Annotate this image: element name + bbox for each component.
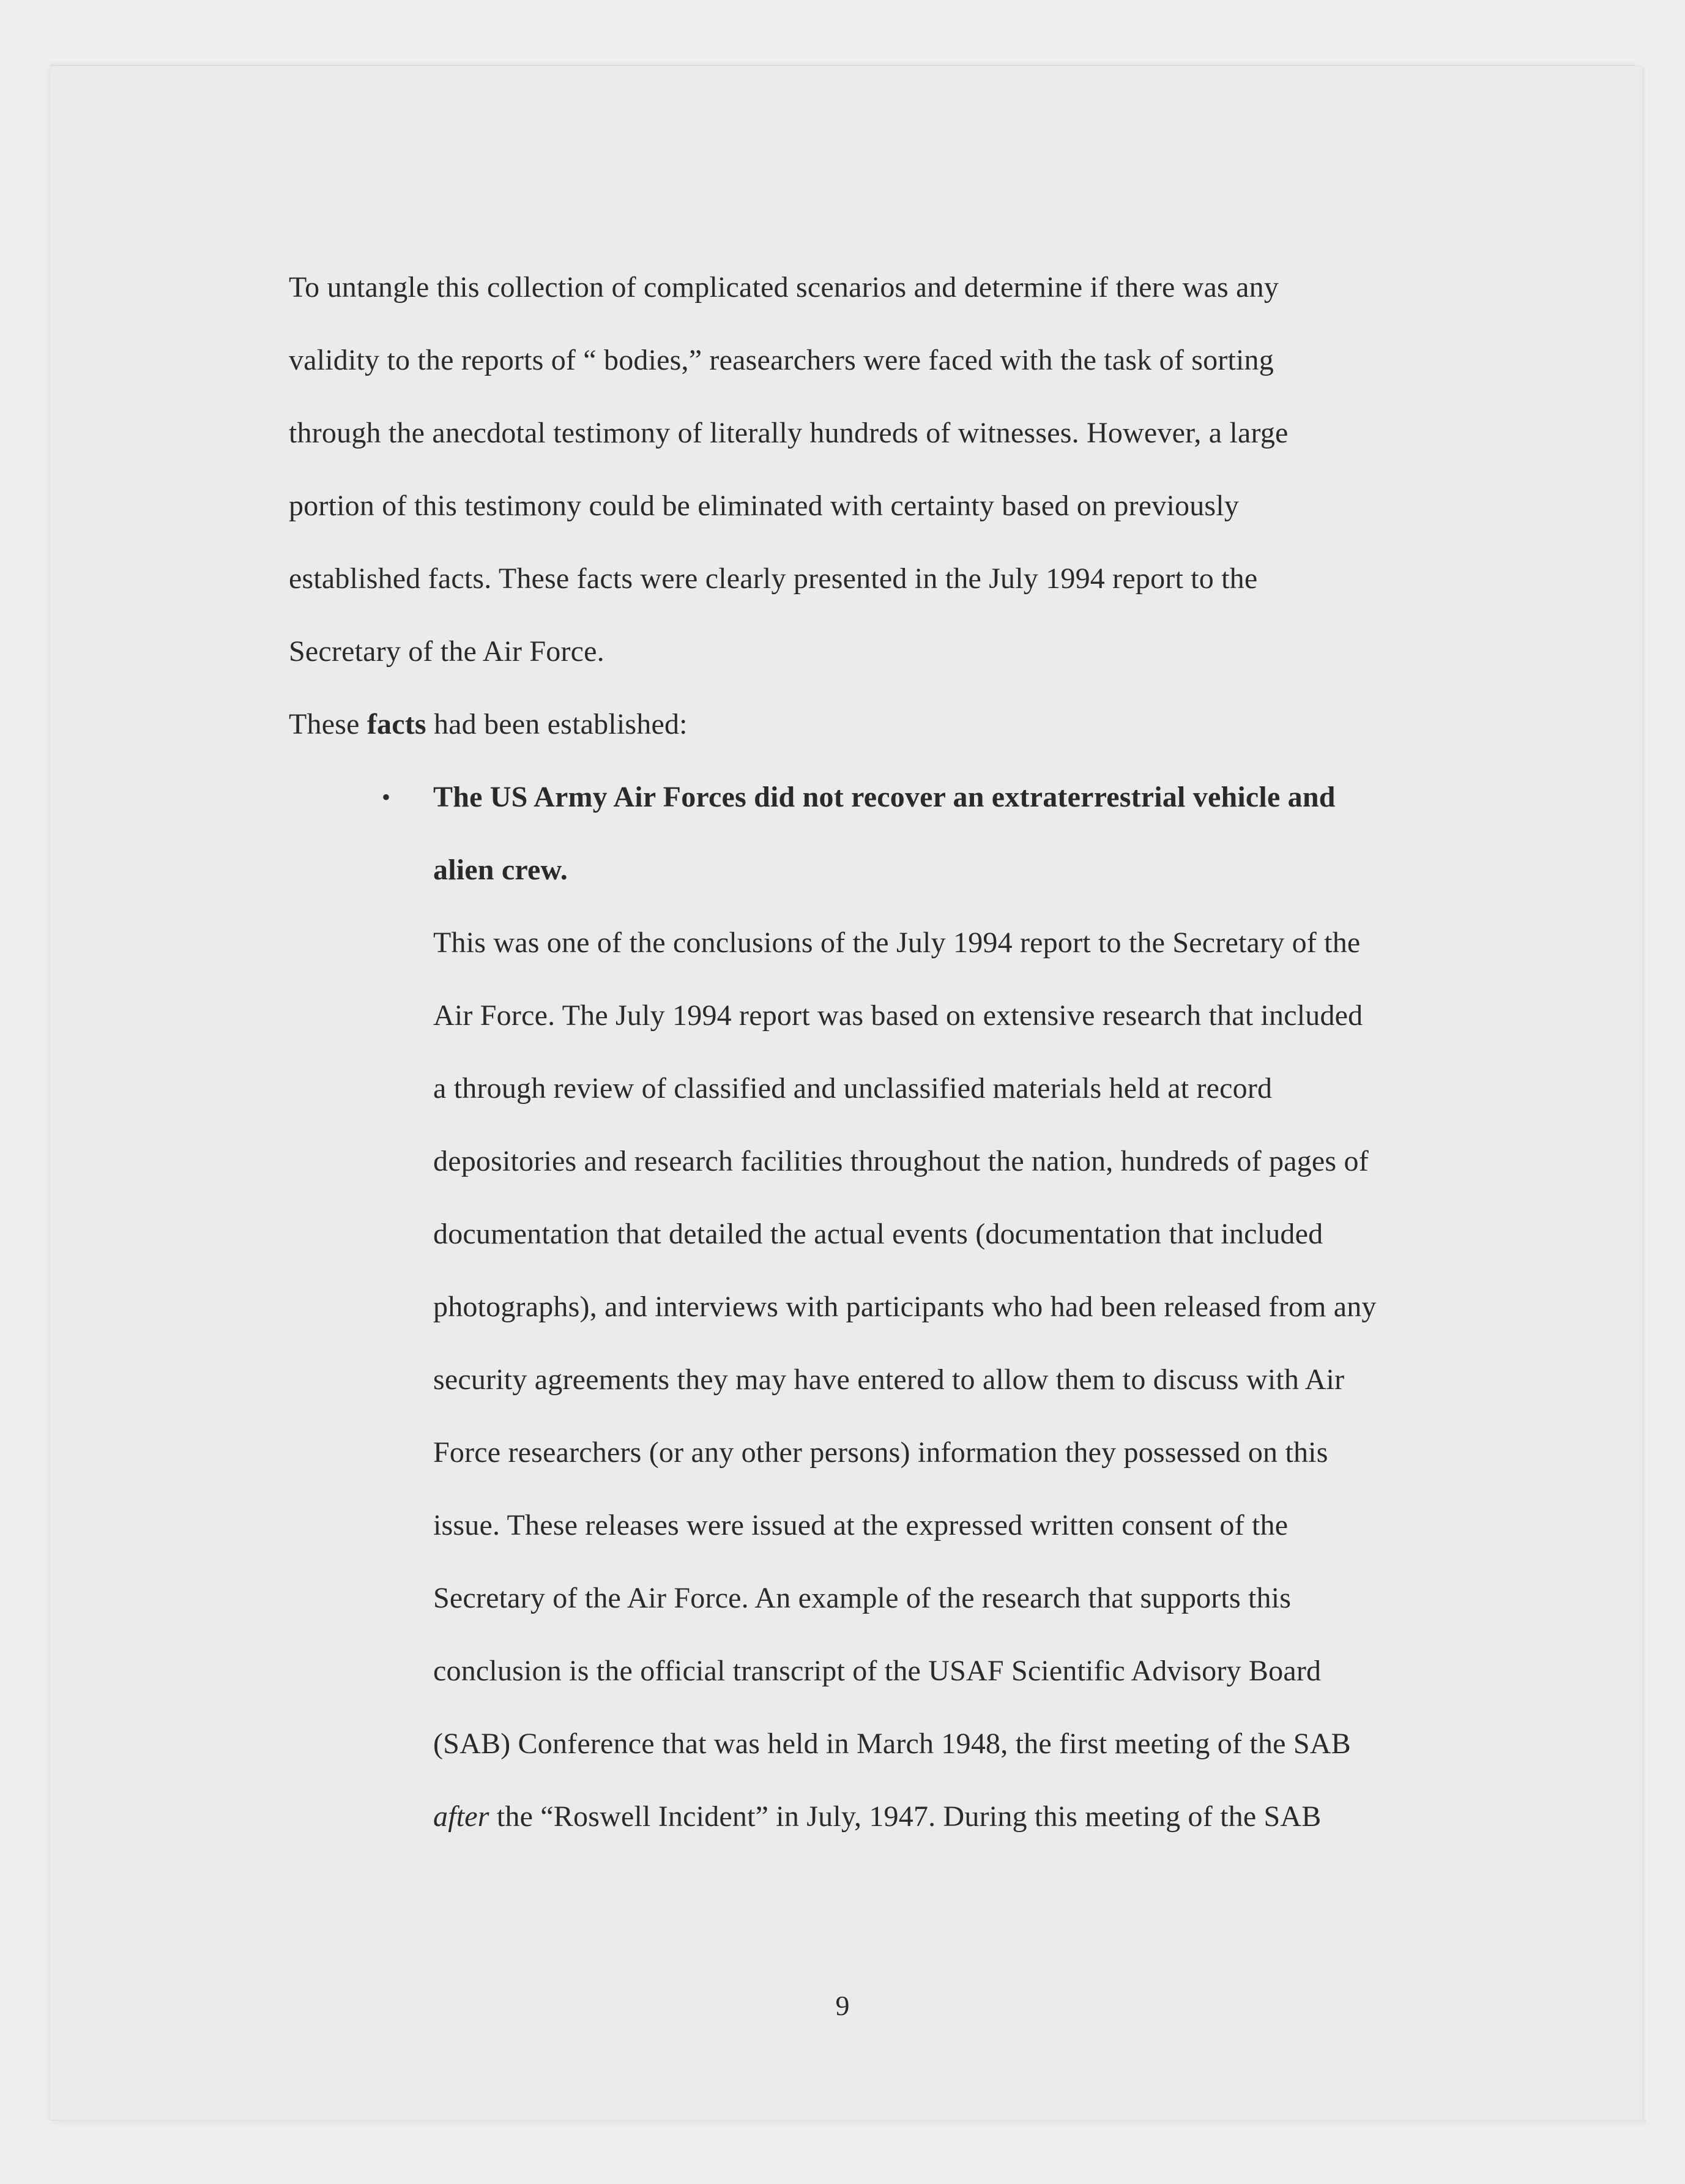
text-line: Air Force. The July 1994 report was based on extensive research that included — [433, 999, 1363, 1032]
intro-paragraph — [289, 251, 1464, 688]
facts-intro-bold: facts — [366, 708, 426, 740]
text-line: validity to the reports of “ bodies,” reasearchers were faced with the task of sorting — [289, 344, 1274, 376]
text-line: depositories and research facilities throughout the nation, hundreds of pages of — [433, 1145, 1369, 1177]
text-line: photographs), and interviews with participants who had been released from any — [433, 1291, 1377, 1323]
text-line: To untangle this collection of complicated scenarios and determine if there was any — [289, 271, 1279, 304]
text-line: (SAB) Conference that was held in March 1948, the first meeting of the SAB — [433, 1727, 1351, 1760]
fact-bullet-item — [289, 761, 1464, 1853]
text-line: This was one of the conclusions of the July 1994 report to the Secretary of the — [433, 926, 1361, 959]
page-number: 9 — [835, 1990, 850, 2021]
bullet-icon: • — [382, 783, 391, 811]
text-line: issue. These releases were issued at the expressed written consent of the — [433, 1509, 1289, 1541]
page-body — [289, 251, 1464, 1853]
italic-word: after — [433, 1800, 489, 1833]
text-line: Force researchers (or any other persons) information they possessed on this — [433, 1436, 1328, 1469]
text-line: documentation that detailed the actual events (documentation that included — [433, 1218, 1323, 1250]
facts-intro-after: had been established: — [426, 708, 688, 740]
text-line: established facts. These facts were clearly presented in the July 1994 report to the — [289, 562, 1258, 595]
text-line: security agreements they may have entered to allow them to discuss with Air — [433, 1363, 1345, 1396]
last-line-rest: the “Roswell Incident” in July, 1947. During this meeting of the SAB — [489, 1800, 1322, 1833]
text-line: Secretary of the Air Force. An example of the research that supports this — [433, 1582, 1292, 1614]
text-line-last — [433, 1780, 1464, 1853]
paper-top-edge — [50, 59, 1635, 66]
facts-intro-line — [289, 688, 1464, 761]
text-line: a through review of classified and unclassified materials held at record — [433, 1072, 1273, 1105]
text-line: through the anecdotal testimony of literally hundreds of witnesses. However, a large — [289, 417, 1289, 449]
bullet-heading-line: The US Army Air Forces did not recover an extraterrestrial vehicle and — [433, 781, 1336, 813]
facts-intro-before: These — [289, 708, 367, 740]
paper-bottom-edge — [61, 2120, 1646, 2130]
text-line: conclusion is the official transcript of the USAF Scientific Advisory Board — [433, 1655, 1322, 1687]
bullet-heading-line: alien crew. — [433, 854, 568, 886]
text-line: Secretary of the Air Force. — [289, 635, 604, 668]
paper-right-edge — [1642, 67, 1647, 2120]
text-line: portion of this testimony could be eliminated with certainty based on previously — [289, 490, 1240, 522]
